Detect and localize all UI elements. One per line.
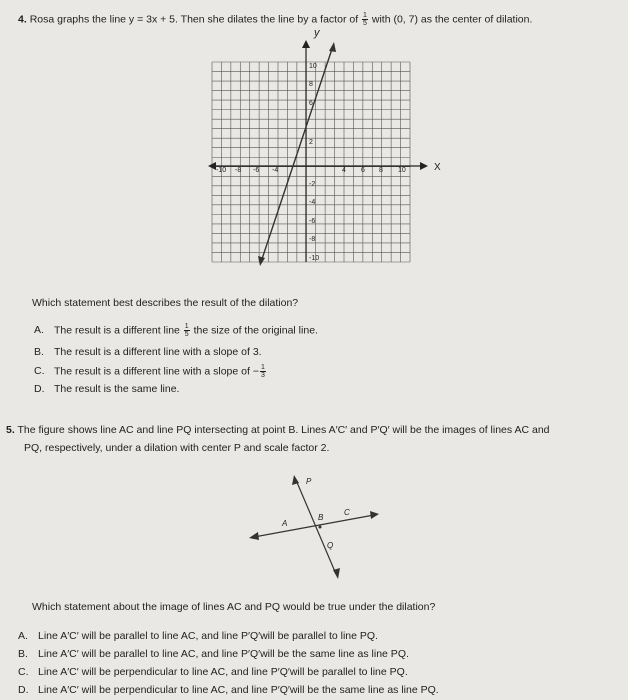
x-tick-labels bbox=[216, 167, 406, 174]
q5-option-a-text: Line A′C′ will be parallel to line AC, and line P′Q′will be parallel to line PQ. bbox=[38, 630, 378, 642]
q4-option-c-fraction bbox=[260, 364, 266, 379]
x-tick-label: 6 bbox=[361, 167, 365, 174]
label-c: C bbox=[344, 508, 350, 517]
y-tick-label: 10 bbox=[309, 63, 317, 70]
q4-option-c bbox=[34, 364, 267, 379]
q5-option-b-text: Line A′C′ will be parallel to line AC, and line P′Q′will be the same line as line PQ. bbox=[38, 648, 409, 660]
x-tick-label: 8 bbox=[379, 167, 383, 174]
q4-option-b-text: The result is a different line with a slope of 3. bbox=[54, 346, 262, 358]
q5-option-d-text: Line A′C′ will be perpendicular to line AC, and line P′Q′will be the same line as line PQ. bbox=[38, 684, 439, 696]
q5-option-c-text: Line A′C′ will be perpendicular to line AC, and line P′Q′will be parallel to line PQ. bbox=[38, 666, 408, 678]
q4-text-b: with (0, 7) as the center of dilation. bbox=[371, 13, 533, 26]
q5-option-c bbox=[18, 666, 408, 678]
y-tick-label: -8 bbox=[309, 236, 316, 243]
q4-option-a-text-a: The result is a different line bbox=[54, 324, 180, 337]
graph-axes bbox=[208, 40, 428, 262]
q5-option-a bbox=[18, 630, 378, 642]
q5-question-line2: PQ, respectively, under a dilation with center P and scale factor 2. bbox=[24, 442, 330, 454]
q4-option-c-letter: C. bbox=[34, 365, 45, 378]
q4-option-a-text-b: the size of the original line. bbox=[193, 324, 318, 337]
q5-option-c-letter: C. bbox=[18, 666, 29, 678]
q4-option-a-letter: A. bbox=[34, 324, 44, 337]
x-tick-label: -10 bbox=[216, 167, 227, 174]
y-tick-label: 8 bbox=[309, 81, 313, 88]
y-axis-arrow bbox=[302, 40, 310, 48]
x-axis-label: X bbox=[434, 162, 441, 173]
label-p: P bbox=[306, 477, 312, 486]
q4-option-c-frac-num: 1 bbox=[260, 364, 265, 371]
q4-option-c-text: The result is a different line with a slope of − bbox=[54, 365, 259, 378]
line-ac-arrow-left bbox=[249, 532, 259, 540]
q4-text-a: Rosa graphs the line y = 3x + 5. Then she dilates the line by a factor of bbox=[29, 13, 359, 26]
q4-number: 4. bbox=[18, 13, 27, 26]
x-tick-label: -4 bbox=[272, 167, 279, 174]
x-tick-label: -8 bbox=[235, 167, 242, 174]
q5-figure bbox=[240, 466, 390, 586]
y-tick-label: -10 bbox=[309, 255, 320, 262]
label-a: A bbox=[282, 519, 288, 528]
q5-option-b-letter: B. bbox=[18, 648, 28, 660]
line-ac-arrow-right bbox=[370, 511, 379, 519]
q4-frac-den: 5 bbox=[363, 20, 367, 27]
q4-option-d-letter: D. bbox=[34, 383, 45, 395]
q5-option-d-letter: D. bbox=[18, 684, 29, 696]
x-axis-arrow bbox=[420, 162, 428, 170]
q4-option-c-frac-den: 3 bbox=[260, 372, 265, 379]
line-pq bbox=[296, 480, 336, 574]
q4-option-a bbox=[34, 323, 318, 338]
q5-option-a-letter: A. bbox=[18, 630, 28, 642]
q4-option-d-text: The result is the same line. bbox=[54, 383, 180, 395]
point-b bbox=[319, 526, 322, 529]
x-tick-label: 4 bbox=[342, 167, 346, 174]
q5-option-d bbox=[18, 684, 439, 696]
q4-option-a-frac-den: 5 bbox=[184, 331, 189, 338]
y-tick-label: 2 bbox=[309, 139, 313, 146]
q5-question-line1 bbox=[6, 424, 550, 436]
y-axis-label: y bbox=[314, 27, 320, 39]
x-tick-label: 10 bbox=[398, 167, 406, 174]
q4-frac-num: 1 bbox=[363, 12, 367, 19]
q4-option-a-fraction bbox=[184, 323, 190, 338]
graph-grid bbox=[212, 62, 410, 262]
label-q: Q bbox=[327, 541, 334, 550]
y-tick-label: -4 bbox=[309, 199, 316, 206]
line-ac bbox=[254, 515, 374, 537]
graphed-line-arrow-top bbox=[329, 42, 336, 52]
q5-prompt: Which statement about the image of lines AC and PQ would be true under the dilation? bbox=[32, 601, 436, 613]
q5-line1-text: The figure shows line AC and line PQ intersecting at point B. Lines A′C′ and P′Q′ will be the images of lines AC and bbox=[17, 424, 550, 436]
q4-option-b bbox=[34, 346, 262, 358]
label-b: B bbox=[318, 513, 324, 522]
q4-option-b-letter: B. bbox=[34, 346, 44, 358]
x-tick-label: -6 bbox=[253, 167, 260, 174]
q4-prompt: Which statement best describes the result of the dilation? bbox=[32, 297, 299, 309]
q5-option-b bbox=[18, 648, 409, 660]
graphed-line-arrow-bottom bbox=[258, 256, 265, 266]
q4-option-d bbox=[34, 383, 179, 395]
q4-option-a-frac-num: 1 bbox=[184, 323, 189, 330]
y-tick-label: 6 bbox=[309, 100, 313, 107]
y-tick-label: -6 bbox=[309, 218, 316, 225]
y-tick-label: -2 bbox=[309, 181, 316, 188]
q4-coordinate-graph bbox=[190, 24, 460, 274]
q5-number: 5. bbox=[6, 424, 15, 436]
